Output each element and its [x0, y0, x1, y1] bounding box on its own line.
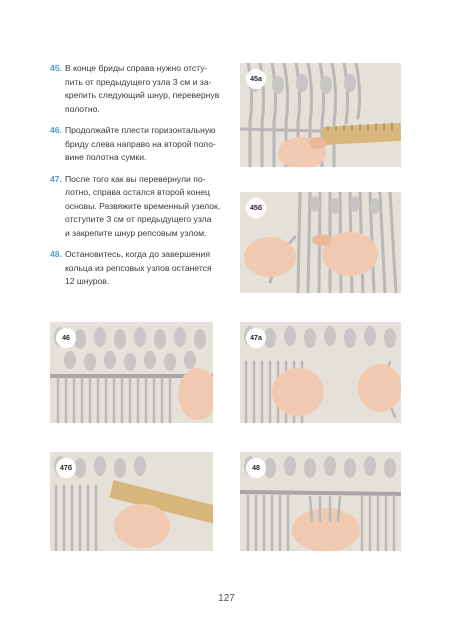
photo-label: 47б	[56, 458, 76, 478]
photo-46	[50, 322, 213, 423]
step-number: 48.	[50, 249, 62, 259]
step-list	[50, 62, 230, 297]
step-text: Остановитесь, когда до завершения кольца из репсовых узлов останется 12 шнуров.	[64, 249, 212, 286]
step-number: 46.	[50, 125, 62, 135]
photo-45b	[240, 192, 401, 293]
step-text: После того как вы перевернули по- лотно, справа остался второй конец основы. Развяжите временный узелок, отступите 3 см от предыдущего узла и закрепите шнур репсовым узлом.	[64, 173, 221, 238]
photo-45a	[240, 63, 401, 167]
step-text: В конце бриды справа нужно отсту- пить от предыдущего узла 3 см и за- крепить следующий шнур, перевернув полотно.	[64, 63, 220, 114]
step-number: 45.	[50, 63, 62, 73]
photo-47b	[50, 452, 213, 551]
photo-47a	[240, 322, 401, 423]
step-number: 47.	[50, 173, 62, 184]
step-47	[50, 173, 230, 241]
step-text: Продолжайте плести горизонтальную бриду слева направо на второй поло- вине полотна сумки.	[64, 125, 216, 162]
step-46	[50, 124, 230, 165]
step-48	[50, 248, 230, 289]
photo-label: 47а	[246, 328, 266, 348]
photo-label: 45а	[246, 69, 266, 89]
photo-48	[240, 452, 401, 551]
step-45	[50, 62, 230, 116]
photo-label: 45б	[246, 198, 266, 218]
photo-label: 46	[56, 328, 76, 348]
photo-label: 48	[246, 458, 266, 478]
page-number: 127	[218, 593, 235, 604]
